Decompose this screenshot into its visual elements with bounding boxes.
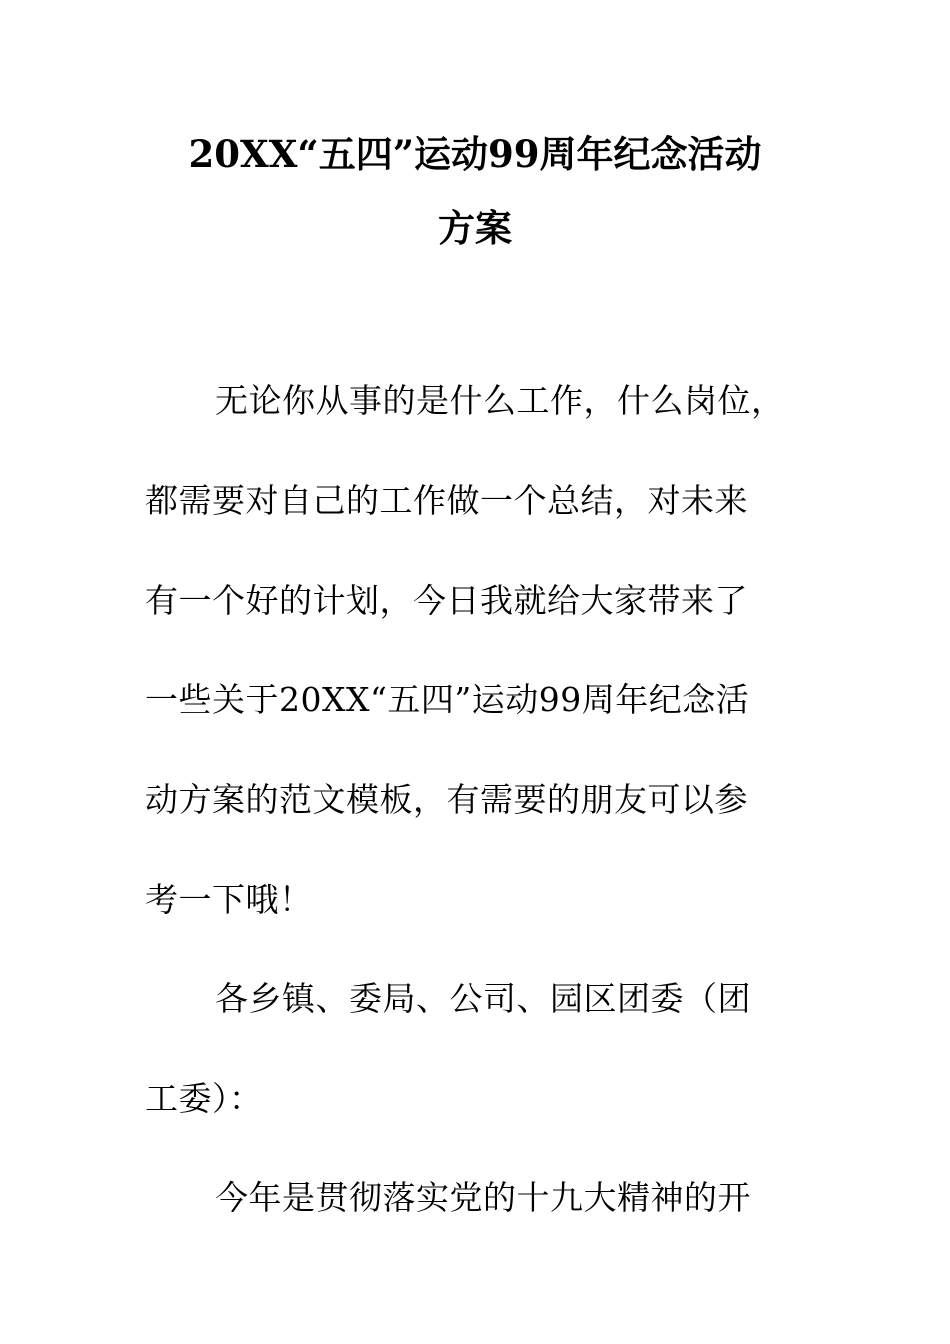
- body-line-9: 今年是贯彻落实党的十九大精神的开: [215, 1178, 751, 1217]
- body-line-2: 都需要对自己的工作做一个总结，对未来: [145, 481, 748, 520]
- body-line-7: 各乡镇、委局、公司、园区团委（团: [215, 979, 751, 1018]
- body-line-3: 有一个好的计划，今日我就给大家带来了: [145, 581, 748, 620]
- body-line-4: 一些关于20XX“五四”运动99周年纪念活: [145, 680, 750, 719]
- document-title-line-1: 20XX“五四”运动99周年纪念活动: [188, 132, 762, 176]
- document-title-line-2: 方案: [438, 206, 512, 250]
- body-line-1: 无论你从事的是什么工作，什么岗位，: [215, 381, 785, 420]
- body-line-8: 工委）：: [145, 1079, 263, 1118]
- body-line-5: 动方案的范文模板，有需要的朋友可以参: [145, 780, 748, 819]
- body-line-6: 考一下哦！: [145, 880, 313, 919]
